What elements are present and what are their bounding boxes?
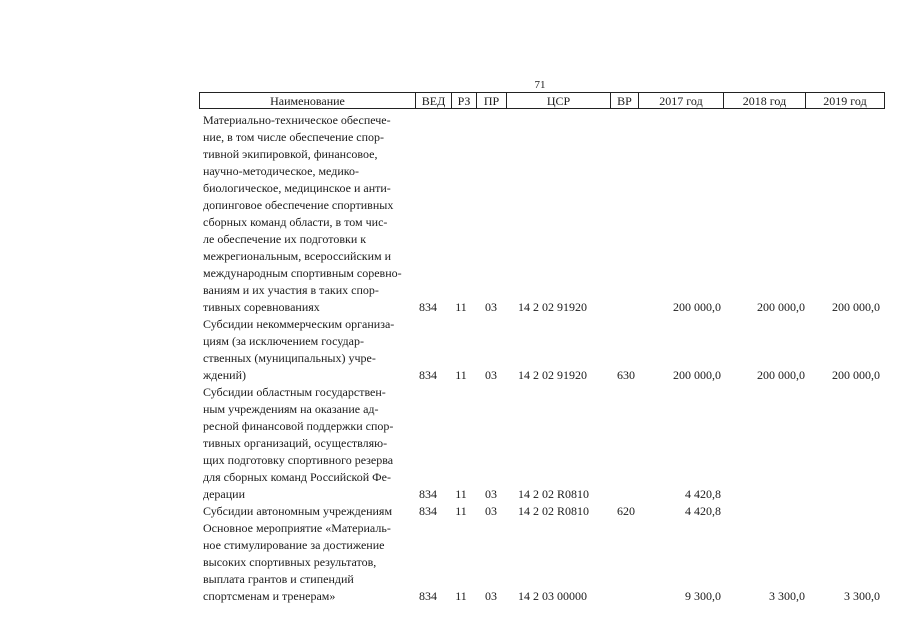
table-row <box>203 520 885 605</box>
cell-rz: 11 <box>455 368 467 382</box>
name-line: Основное мероприятие «Материаль- <box>203 521 391 535</box>
cell-pr: 03 <box>485 487 497 501</box>
page-number: 71 <box>534 79 546 91</box>
cell-ved: 834 <box>419 589 437 603</box>
cell-csr: 14 2 02 R0810 <box>518 487 590 501</box>
name-line: тивных соревнованиях <box>203 300 320 314</box>
cell-2019: 3 300,0 <box>844 589 880 603</box>
name-line: межрегиональным, всероссийским и <box>203 249 392 263</box>
name-line: ресной финансовой поддержки спор- <box>203 419 394 433</box>
cell-2018: 200 000,0 <box>757 368 805 382</box>
cell-ved: 834 <box>419 487 437 501</box>
cell-2017: 200 000,0 <box>673 368 721 382</box>
table-row <box>203 316 885 384</box>
cell-rz: 11 <box>455 487 467 501</box>
row-name <box>203 112 409 316</box>
row-name <box>203 520 409 605</box>
header-name: Наименование <box>270 94 345 108</box>
name-line: тивной экипировкой, финансовое, <box>203 147 378 161</box>
name-line: биологическое, медицинское и анти- <box>203 181 391 195</box>
name-line: Субсидии некоммерческим организа- <box>203 317 395 331</box>
cell-2018: 3 300,0 <box>769 589 805 603</box>
cell-rz: 11 <box>455 589 467 603</box>
row-name <box>203 384 409 503</box>
cell-ved: 834 <box>419 300 437 314</box>
name-line: тивных организаций, осуществляю- <box>203 436 388 450</box>
name-line: ние, в том числе обеспечение спор- <box>203 130 385 144</box>
name-line: Субсидии автономным учреждениям <box>203 504 393 518</box>
name-line: дерации <box>203 487 246 501</box>
name-line: ваниям и их участия в таких спор- <box>203 283 379 297</box>
name-line: ле обеспечение их подготовки к <box>203 232 367 246</box>
cell-vr: 630 <box>617 368 635 382</box>
cell-csr: 14 2 03 00000 <box>518 589 587 603</box>
name-line: сборных команд области, в том чис- <box>203 215 388 229</box>
name-line: ственных (муниципальных) учре- <box>203 351 376 365</box>
cell-pr: 03 <box>485 300 497 314</box>
cell-2017: 4 420,8 <box>685 487 721 501</box>
header-vr: ВР <box>610 93 638 108</box>
cell-2017: 200 000,0 <box>673 300 721 314</box>
name-line: ное стимулирование за достижение <box>203 538 385 552</box>
cell-ved: 834 <box>419 504 437 518</box>
cell-csr: 14 2 02 R0810 <box>518 504 590 518</box>
table-header <box>199 92 885 109</box>
name-line: высоких спортивных результатов, <box>203 555 377 569</box>
header-csr: ЦСР <box>506 93 610 108</box>
name-line: выплата грантов и стипендий <box>203 572 354 586</box>
name-line: ждений) <box>203 368 246 382</box>
cell-pr: 03 <box>485 504 497 518</box>
cell-rz: 11 <box>455 300 467 314</box>
row-name <box>203 503 409 520</box>
name-line: научно-методическое, медико- <box>203 164 359 178</box>
header-2018: 2018 год <box>723 93 805 108</box>
header-pr: ПР <box>476 93 506 108</box>
cell-2017: 9 300,0 <box>685 589 721 603</box>
cell-csr: 14 2 02 91920 <box>518 368 587 382</box>
cell-pr: 03 <box>485 368 497 382</box>
table-row <box>203 503 885 520</box>
cell-rz: 11 <box>455 504 467 518</box>
table-row <box>203 384 885 503</box>
cell-ved: 834 <box>419 368 437 382</box>
name-line: для сборных команд Российской Фе- <box>203 470 391 484</box>
cell-vr: 620 <box>617 504 635 518</box>
name-line: международным спортивным соревно- <box>203 266 402 280</box>
row-name <box>203 316 409 384</box>
name-line: спортсменам и тренерам» <box>203 589 336 603</box>
name-line: допинговое обеспечение спортивных <box>203 198 394 212</box>
header-rz: РЗ <box>451 93 476 108</box>
header-2019: 2019 год <box>805 93 884 108</box>
name-line: Субсидии областным государствен- <box>203 385 386 399</box>
header-2017: 2017 год <box>638 93 723 108</box>
table-body <box>203 112 885 605</box>
table-row <box>203 112 885 316</box>
cell-2019: 200 000,0 <box>832 368 880 382</box>
header-ved: ВЕД <box>415 93 451 108</box>
name-line: ным учреждениям на оказание ад- <box>203 402 379 416</box>
cell-2018: 200 000,0 <box>757 300 805 314</box>
name-line: щих подготовку спортивного резерва <box>203 453 394 467</box>
cell-2019: 200 000,0 <box>832 300 880 314</box>
cell-csr: 14 2 02 91920 <box>518 300 587 314</box>
name-line: Материально-техническое обеспече- <box>203 113 391 127</box>
name-line: циям (за исключением государ- <box>203 334 364 348</box>
cell-2017: 4 420,8 <box>685 504 721 518</box>
cell-pr: 03 <box>485 589 497 603</box>
